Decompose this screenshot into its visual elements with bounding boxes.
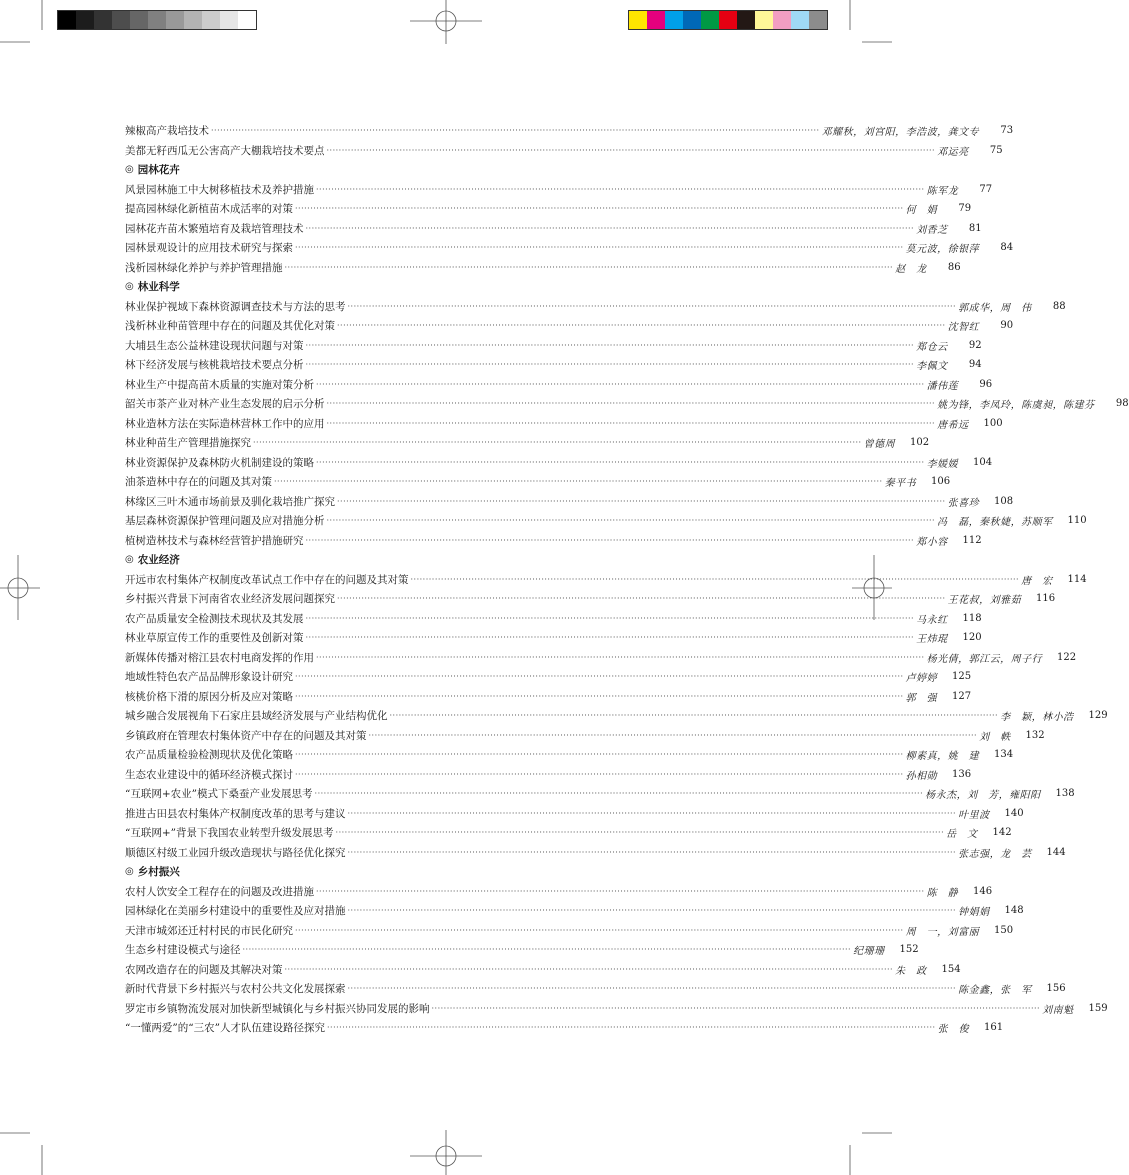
toc-entry[interactable] [125,667,972,687]
dot-leader: ········································································································································································································ [305,340,915,350]
article-authors: 杨永杰，刘 芳，雍阳阳 [925,790,1041,802]
dot-leader: ········································································································································································································ [295,243,904,253]
page-number: 90 [1000,320,1014,332]
page-number: 144 [1046,846,1066,858]
section-heading [125,277,770,297]
toc-entry[interactable] [125,882,993,902]
toc-entry[interactable] [125,589,1056,609]
page-number: 102 [910,437,930,449]
article-title: 开远市农村集体产权制度改革试点工作中存在的问题及其对策 [125,573,409,586]
toc-entry[interactable] [125,316,1014,336]
article-title: 林业保护视域下森林资源调查技术与方法的思考 [125,300,346,313]
article-title: 乡村振兴背景下河南省农业经济发展问题探究 [125,593,335,606]
color-swatch [184,11,202,29]
article-authors: 秦平书 [884,478,917,490]
color-swatch [238,11,256,29]
dot-leader: ········································································································································································································ [337,321,946,331]
toc-entry[interactable] [125,121,1014,141]
article-authors: 李佩文 [916,361,948,373]
article-authors: 曾德周 [863,439,896,451]
article-authors: 张志强，龙 芸 [958,848,1032,860]
article-title: 地域性特色农产品品牌形象设计研究 [125,671,293,684]
toc-entry[interactable] [125,823,1012,843]
section-title: 林业科学 [137,281,180,294]
dot-leader: ········································································································································································································ [314,789,924,799]
toc-entry[interactable] [125,745,1014,765]
toc-entry[interactable] [125,843,1066,863]
color-swatch [683,11,701,29]
article-title: 农村人饮安全工程存在的问题及改进措施 [125,885,314,898]
section-title: 园林花卉 [137,164,180,177]
toc-entry[interactable] [125,901,1024,921]
section-bullet-icon: ◎ [125,164,134,176]
page-number: 94 [968,359,982,371]
page-number: 127 [952,690,972,702]
page-number: 129 [1088,710,1108,722]
article-authors: 朱 政 [895,965,927,977]
color-swatch [94,11,112,29]
dot-leader: ········································································································································································································ [326,1023,936,1033]
dot-leader: ········································································································································································································ [368,730,978,740]
color-swatch [737,11,755,29]
page-number: 106 [931,476,951,488]
article-title: 风景园林施工中大树移植技术及养护措施 [125,183,314,196]
article-title: 浅析园林绿化养护与养护管理措施 [125,261,283,274]
page-number: 132 [1025,729,1045,741]
page-number: 142 [992,827,1012,839]
dot-leader: ········································································································································································································ [305,633,915,643]
page-number: 88 [1052,300,1066,312]
page-number: 110 [1067,515,1087,527]
dot-leader: ········································································································································································································ [305,613,915,623]
page-number: 108 [994,495,1014,507]
article-authors: 何 娟 [905,205,938,217]
article-authors: 唐希远 [937,419,969,431]
article-title: 林业种苗生产管理措施探究 [125,437,251,450]
article-authors: 沈智红 [947,322,980,334]
toc-entry[interactable] [125,1018,1004,1038]
toc-entry[interactable] [125,511,1087,531]
page-number: 140 [1004,807,1024,819]
article-title: 基层森林资源保护管理问题及应对措施分析 [125,515,325,528]
article-title: 顺德区村级工业园升级改造现状与路径优化探究 [125,846,346,859]
article-authors: 钟娟娟 [958,907,990,919]
toc-entry[interactable] [125,472,951,492]
section-heading [125,862,770,882]
page-number: 156 [1046,983,1066,995]
dot-leader: ········································································································································································································ [326,418,936,428]
article-title: 提高园林绿化新植苗木成活率的对策 [125,203,293,216]
dot-leader: ········································································································································································································ [211,126,820,136]
dot-leader: ········································································································································································································ [305,223,915,233]
article-title: 浅析林业种苗管理中存在的问题及其优化对策 [125,320,335,333]
page-number: 81 [968,222,982,234]
dot-leader: ········································································································································································································ [316,457,925,467]
dot-leader: ········································································································································································································ [347,301,957,311]
toc-entry[interactable] [125,726,1045,746]
dot-leader: ········································································································································································································ [295,925,904,935]
page-number: 154 [941,963,961,975]
article-authors: 邓运亮 [937,146,969,158]
page-number: 138 [1055,788,1075,800]
article-authors: 潘伟莲 [926,380,959,392]
toc-entry[interactable] [125,940,919,960]
color-swatch [58,11,76,29]
article-authors: 李 颖，林小浩 [1000,712,1074,724]
article-authors: 陈金鑫，张 军 [958,985,1032,997]
dot-leader: ········································································································································································································ [347,847,957,857]
article-title: “互联网+”背景下我国农业转型升级发展思考 [125,827,334,840]
dot-leader: ········································································································································································································ [410,574,1020,584]
section-heading [125,160,770,180]
dot-leader: ········································································································································································································ [326,516,936,526]
page-number: 98 [1115,398,1129,410]
page-number: 120 [962,632,982,644]
toc-entry[interactable] [125,999,1108,1019]
article-title: 美都无籽西瓜无公害高产大棚栽培技术要点 [125,144,325,157]
dot-leader: ········································································································································································································ [347,906,957,916]
dot-leader: ········································································································································································································ [389,711,999,721]
page-number: 104 [973,456,993,468]
toc-entry[interactable] [125,687,972,707]
toc-entry[interactable] [125,219,982,239]
article-title: 罗定市乡镇物流发展对加快新型城镇化与乡村振兴协同发展的影响 [125,1002,430,1015]
article-authors: 郭 强 [905,692,938,704]
toc-entry[interactable] [125,609,982,629]
article-title: 油茶造林中存在的问题及其对策 [125,476,272,489]
article-title: 林业资源保护及森林防火机制建设的策略 [125,456,314,469]
color-swatch [665,11,683,29]
article-authors: 郑仓云 [916,341,948,353]
section-title: 乡村振兴 [137,866,180,879]
article-authors: 张 俊 [937,1024,970,1036]
article-authors: 孙相勋 [905,770,938,782]
toc-entry[interactable] [125,784,1075,804]
toc-entry[interactable] [125,804,1024,824]
toc-entry[interactable] [125,628,982,648]
article-title: “一懂两爱”的“三农”人才队伍建设路径探究 [125,1022,325,1035]
article-authors: 叶里波 [958,809,990,821]
article-authors: 邓耀秋，刘宫阳，李浩波，龚文专 [821,127,980,139]
page-number: 75 [989,144,1003,156]
article-title: 天津市城郊还迁村村民的市民化研究 [125,924,293,937]
table-of-contents [125,121,1129,1038]
article-authors: 岳 文 [946,829,978,841]
article-title: 园林绿化在美丽乡村建设中的重要性及应对措施 [125,905,346,918]
color-swatch [130,11,148,29]
color-swatch [166,11,184,29]
article-title: 林缘区三叶木通市场前景及驯化栽培推广探究 [125,495,335,508]
dot-leader: ········································································································································································································ [326,399,936,409]
article-authors: 姚为锋，李凤玲，陈虞昶，陈建芬 [937,400,1095,412]
page-number: 118 [962,612,982,624]
article-title: 核桃价格下滑的原因分析及应对策略 [125,690,293,703]
article-title: 新时代背景下乡村振兴与农村公共文化发展探索 [125,983,346,996]
color-swatch [647,11,665,29]
article-authors: 郑小容 [916,536,948,548]
page-number: 125 [952,671,972,683]
article-title: 大埔县生态公益林建设现状问题与对策 [125,339,304,352]
toc-entry[interactable] [125,297,1066,317]
page-number: 146 [973,885,993,897]
article-title: 农产品质量检验检测现状及优化策略 [125,749,293,762]
article-authors: 冯 磊，秦秋婕，苏顺军 [937,517,1053,529]
article-title: 园林景观设计的应用技术研究与探索 [125,242,293,255]
article-title: 林下经济发展与核桃栽培技术要点分析 [125,359,304,372]
article-title: 生态农业建设中的循环经济模式探讨 [125,768,293,781]
dot-leader: ········································································································································································································ [337,496,946,506]
article-title: 植树造林技术与森林经营管护措施研究 [125,534,304,547]
toc-entry[interactable] [125,706,1108,726]
page-number: 136 [952,768,972,780]
article-authors: 张喜珍 [947,497,980,509]
article-title: 生态乡村建设模式与途径 [125,944,241,957]
article-title: 园林花卉苗木繁殖培育及栽培管理技术 [125,222,304,235]
toc-entry[interactable] [125,979,1066,999]
page-number: 77 [979,183,993,195]
article-title: 农网改造存在的问题及其解决对策 [125,963,283,976]
article-title: 韶关市茶产业对林产业生态发展的启示分析 [125,398,325,411]
article-title: 辣椒高产栽培技术 [125,125,209,138]
page-number: 116 [1036,593,1056,605]
toc-entry[interactable] [125,238,1014,258]
article-title: 林业草原宣传工作的重要性及创新对策 [125,632,304,645]
article-authors: 王花叔，刘雅茹 [947,595,1022,607]
article-authors: 郭成华，周 伟 [958,302,1032,314]
article-authors: 陈军龙 [926,185,959,197]
color-swatch [701,11,719,29]
page-number: 159 [1088,1002,1108,1014]
article-authors: 马永红 [916,614,948,626]
toc-entry[interactable] [125,570,1087,590]
section-bullet-icon: ◎ [125,866,134,878]
page-number: 112 [962,534,982,546]
article-title: 乡镇政府在管理农村集体资产中存在的问题及其对策 [125,729,367,742]
article-authors: 柳素真，姚 建 [905,751,980,763]
article-authors: 王炜琨 [916,634,948,646]
color-swatch [773,11,791,29]
toc-entry[interactable] [125,492,1014,512]
section-bullet-icon: ◎ [125,281,134,293]
article-authors: 卢婷婷 [905,673,938,685]
dot-leader: ········································································································································································································ [295,204,904,214]
toc-entry[interactable] [125,258,961,278]
dot-leader: ········································································································································································································ [431,1003,1041,1013]
article-authors: 刘香芝 [916,224,948,236]
dot-leader: ········································································································································································································ [337,594,946,604]
toc-entry[interactable] [125,921,1014,941]
article-authors: 陈 静 [926,887,959,899]
article-authors: 杨光倩，郭江云，周子行 [926,653,1043,665]
page-number: 122 [1057,651,1077,663]
color-swatch [76,11,94,29]
dot-leader: ········································································································································································································ [242,945,852,955]
color-swatch [719,11,737,29]
article-authors: 刘 軼 [979,731,1011,743]
dot-leader: ········································································································································································································ [316,886,925,896]
article-title: 农产品质量安全检测技术现状及其发展 [125,612,304,625]
dot-leader: ········································································································································································································ [335,828,945,838]
dot-leader: ········································································································································································································ [305,360,915,370]
dot-leader: ········································································································································································································ [295,691,904,701]
section-heading [125,550,770,570]
toc-entry[interactable] [125,531,982,551]
toc-entry[interactable] [125,960,961,980]
grayscale-color-bar [57,10,257,30]
color-swatch [112,11,130,29]
dot-leader: ········································································································································································································ [295,750,904,760]
color-swatch [148,11,166,29]
article-title: 林业生产中提高苗木质量的实施对策分析 [125,378,314,391]
dot-leader: ········································································································································································································ [295,672,904,682]
color-swatch [791,11,809,29]
page-number: 161 [983,1022,1004,1034]
page-number: 134 [994,749,1014,761]
color-swatch [202,11,220,29]
toc-entry[interactable] [125,355,982,375]
toc-entry[interactable] [125,433,930,453]
toc-entry[interactable] [125,394,1129,414]
dot-leader: ········································································································································································································ [274,477,883,487]
article-title: 新媒体传播对榕江县农村电商发挥的作用 [125,651,314,664]
dot-leader: ········································································································································································································ [316,184,925,194]
article-authors: 莫元波，徐银萍 [905,244,980,256]
page-number: 100 [983,417,1003,429]
article-authors: 赵 龙 [895,263,927,275]
color-swatch [220,11,238,29]
dot-leader: ········································································································································································································ [347,984,957,994]
article-authors: 唐 宏 [1021,575,1053,587]
toc-entry[interactable] [125,375,993,395]
page-number: 152 [899,944,919,956]
section-bullet-icon: ◎ [125,554,134,566]
page-number: 96 [979,378,993,390]
color-swatch [755,11,773,29]
dot-leader: ········································································································································································································ [284,262,894,272]
page-number: 148 [1004,905,1024,917]
color-swatch [629,11,647,29]
page-number: 92 [968,339,982,351]
page-number: 114 [1067,573,1087,585]
toc-entry[interactable] [125,648,1077,668]
toc-entry[interactable] [125,336,982,356]
dot-leader: ········································································································································································································ [295,769,904,779]
toc-entry[interactable] [125,199,972,219]
page-number: 79 [958,203,972,215]
dot-leader: ········································································································································································································ [305,535,915,545]
article-authors: 周 一，刘富丽 [905,926,980,938]
page-number: 86 [947,261,961,273]
article-title: 推进古田县农村集体产权制度改革的思考与建议 [125,807,346,820]
toc-entry[interactable] [125,180,993,200]
article-authors: 纪珊珊 [853,946,885,958]
article-title: 林业造林方法在实际造林营林工作中的应用 [125,417,325,430]
toc-entry[interactable] [125,765,972,785]
toc-entry[interactable] [125,453,993,473]
dot-leader: ········································································································································································································ [347,808,957,818]
dot-leader: ········································································································································································································ [326,145,936,155]
page-number: 150 [994,924,1014,936]
article-authors: 李媛媛 [926,458,959,470]
section-title: 农业经济 [137,554,180,567]
page-number: 73 [1000,125,1014,137]
toc-entry[interactable] [125,414,1003,434]
dot-leader: ········································································································································································································ [253,438,862,448]
page-number: 84 [1000,242,1014,254]
dot-leader: ········································································································································································································ [316,379,925,389]
article-authors: 刘南魁 [1042,1004,1074,1016]
dot-leader: ········································································································································································································ [284,964,894,974]
article-title: 城乡融合发展视角下石家庄县域经济发展与产业结构优化 [125,710,388,723]
process-color-bar [628,10,828,30]
dot-leader: ········································································································································································································ [316,652,925,662]
toc-entry[interactable] [125,141,1003,161]
article-title: “互联网+农业”模式下桑蚕产业发展思考 [125,788,313,801]
color-swatch [809,11,827,29]
